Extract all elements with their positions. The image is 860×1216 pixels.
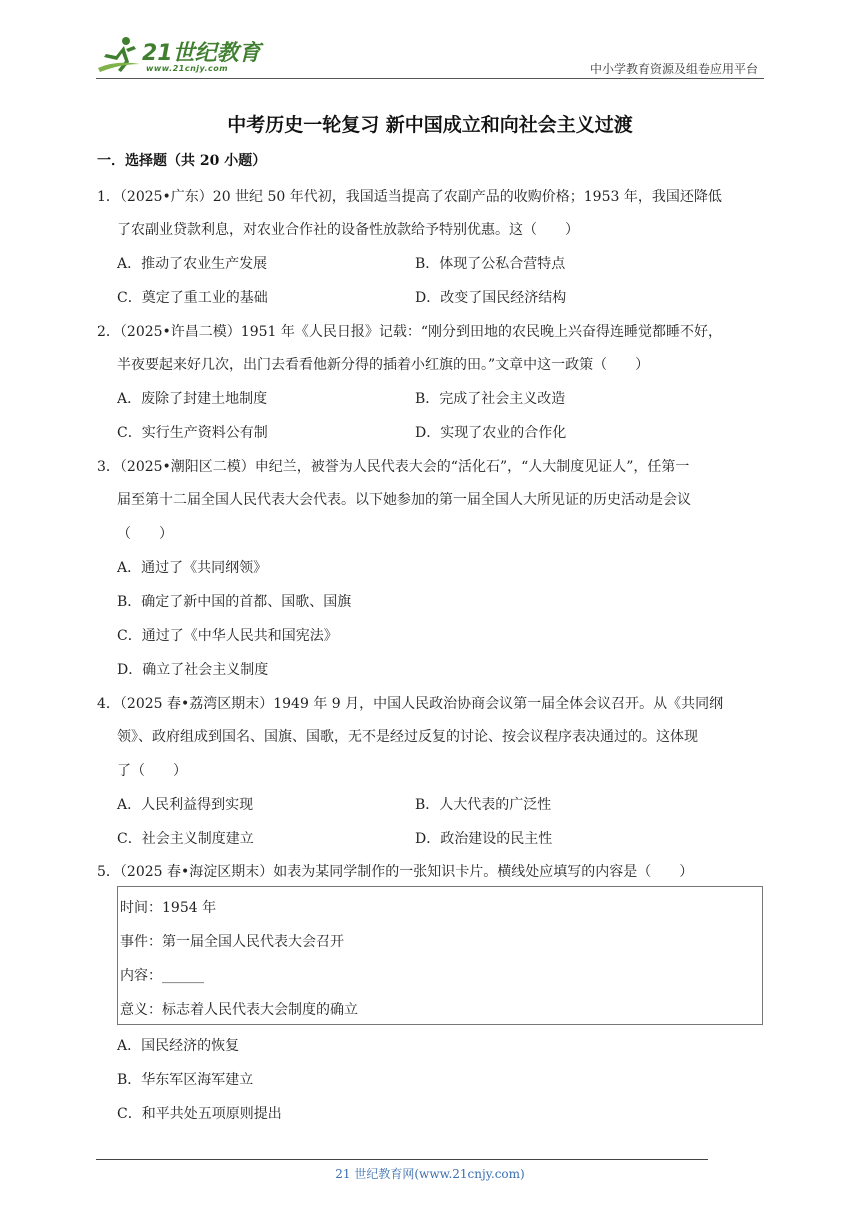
- question-1-option-d: D．改变了国民经济结构: [415, 290, 567, 306]
- question-4-option-d: D．政治建设的民主性: [415, 831, 553, 847]
- question-1-option-b: B．体现了公私合营特点: [415, 256, 566, 272]
- question-2-line-2: 半夜要起来好几次，出门去看看他新分得的插着小红旗的田。”文章中这一政策（ ）: [117, 357, 650, 373]
- question-3-option-c: C．通过了《中华人民共和国宪法》: [117, 628, 338, 644]
- card-row-significance: 意义：标志着人民代表大会制度的确立: [120, 1002, 358, 1018]
- question-2-option-b: B．完成了社会主义改造: [415, 391, 566, 407]
- question-5-line-1: 5．（2025 春•海淀区期末）如表为某同学制作的一张知识卡片。横线处应填写的内容是（ ）: [97, 864, 694, 880]
- header-divider: [96, 78, 764, 79]
- question-1-line-2: 了农副业贷款利息，对农业合作社的设备性放款给予特别优惠。这（ ）: [117, 222, 579, 238]
- page-footer: 21 世纪教育网(www.21cnjy.com): [335, 1167, 525, 1181]
- card-row-time: 时间：1954 年: [120, 900, 217, 916]
- card-row-event: 事件：第一届全国人民代表大会召开: [120, 934, 344, 950]
- question-2-option-c: C．实行生产资料公有制: [117, 425, 268, 441]
- question-2-option-d: D．实现了农业的合作化: [415, 425, 567, 441]
- section-heading: 一．选择题（共 20 小题）: [97, 153, 267, 169]
- question-3-line-3: （ ）: [117, 526, 173, 542]
- question-4-option-c: C．社会主义制度建立: [117, 831, 254, 847]
- question-3-line-2: 届至第十二届全国人民代表大会代表。以下她参加的第一届全国人大所见证的历史活动是会议: [117, 492, 691, 508]
- question-1-option-c: C．奠定了重工业的基础: [117, 290, 268, 306]
- question-2-option-a: A．废除了封建土地制度: [117, 391, 268, 407]
- question-4-option-b: B．人大代表的广泛性: [415, 797, 552, 813]
- question-2-line-1: 2．（2025•许昌二模）1951 年《人民日报》记载：“刚分到田地的农民晚上兴奋得连睡觉都睡不好，: [97, 324, 723, 340]
- question-5-option-b: B．华东军区海军建立: [117, 1072, 254, 1088]
- platform-label: 中小学教育资源及组卷应用平台: [589, 62, 758, 76]
- question-3-option-a: A．通过了《共同纲领》: [117, 560, 268, 576]
- footer-divider: [96, 1159, 708, 1160]
- card-row-content: 内容：______: [120, 968, 204, 984]
- runner-logo-icon: [96, 34, 142, 78]
- question-3-line-1: 3．（2025•潮阳区二模）申纪兰，被誉为人民代表大会的“活化石”，“人大制度见证人”，任第一: [97, 459, 690, 475]
- page-title: 中考历史一轮复习 新中国成立和向社会主义过渡: [227, 114, 633, 136]
- site-logo: [96, 34, 266, 78]
- logo-wordmark: 21世纪教育: [142, 41, 261, 66]
- page-header: [96, 30, 764, 78]
- question-4-line-1: 4．（2025 春•荔湾区期末）1949 年 9 月，中国人民政治协商会议第一届全体会议召开。从《共同纲: [97, 696, 724, 712]
- question-1-line-1: 1．（2025•广东）20 世纪 50 年代初，我国适当提高了农副产品的收购价格；1953 年，我国还降低: [97, 189, 722, 205]
- question-5-option-c: C．和平共处五项原则提出: [117, 1106, 282, 1122]
- knowledge-card: [117, 886, 763, 1025]
- question-4-option-a: A．人民利益得到实现: [117, 797, 254, 813]
- question-3-option-b: B．确定了新中国的首都、国歌、国旗: [117, 594, 352, 610]
- question-1-option-a: A．推动了农业生产发展: [117, 256, 268, 272]
- question-4-line-3: 了（ ）: [117, 763, 187, 779]
- logo-url: www.21cnjy.com: [146, 64, 229, 73]
- question-4-line-2: 领》、政府组成到国名、国旗、国歌，无不是经过反复的讨论、按会议程序表决通过的。这体现: [117, 729, 698, 745]
- question-3-option-d: D．确立了社会主义制度: [117, 662, 269, 678]
- question-5-option-a: A．国民经济的恢复: [117, 1038, 240, 1054]
